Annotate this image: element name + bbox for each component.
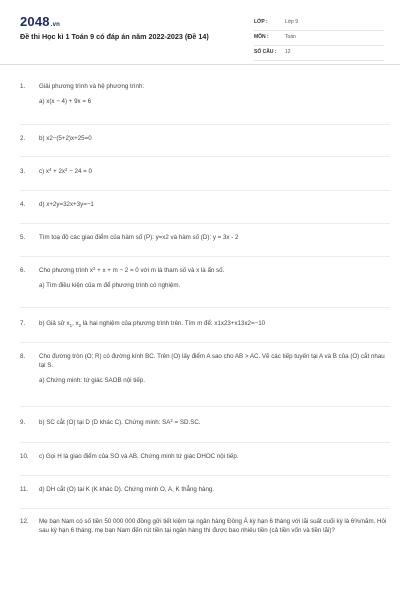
question-separator: [20, 190, 390, 191]
question-text: b) x2−(5+2)x+25=0: [39, 135, 92, 142]
question-separator: [20, 475, 390, 476]
question-separator: [20, 307, 390, 308]
question-separator: [20, 342, 390, 343]
question-text: d) DH cắt (O) tại K (K khác D). Chứng minh O, A, K thẳng hàng.: [39, 486, 215, 493]
meta-value: 12: [285, 49, 291, 55]
meta-row-subject: [254, 32, 384, 46]
question-text: [39, 319, 387, 328]
question-text: Cho đường tròn (O; R) có đường kính BC. Trên (O) lấy điểm A sao cho AB > AC. Vẽ các tiếp tuyến tại A và B của (O) cắt nhau tại S.: [39, 353, 385, 369]
exponent: 2: [92, 266, 96, 271]
meta-value: Toán: [285, 34, 296, 40]
site-logo[interactable]: [20, 14, 60, 29]
exponent: 4: [48, 167, 52, 172]
question-number: 1.: [20, 83, 26, 90]
text-part: − 24 = 0: [67, 168, 92, 175]
question-number: 12.: [20, 518, 29, 525]
meta-label: LỚP :: [254, 19, 268, 25]
question-text: Giải phương trình và hệ phương trình:: [39, 83, 145, 90]
meta-row-count: [254, 47, 384, 61]
question-text: d) x+2y=32x+3y=−1: [39, 201, 94, 208]
meta-label: SỐ CÂU :: [254, 49, 277, 55]
text-part: = SD.SC.: [172, 419, 201, 426]
question-body: [39, 82, 387, 106]
question-separator: [20, 156, 390, 157]
header-divider: [0, 64, 400, 65]
question-body: [39, 352, 387, 385]
question-number: 2.: [20, 135, 26, 142]
question-body: [39, 266, 387, 290]
question-subpart: a) Tìm điều kiện của m để phương trình có nghiệm.: [39, 282, 181, 289]
question-number: 9.: [20, 419, 26, 426]
question-subpart: a) x(x − 4) + 9x = 6: [39, 98, 92, 105]
meta-value: Lớp 9: [285, 19, 299, 25]
question-separator: [20, 256, 390, 257]
question-text: Tìm toạ độ các giao điểm của hàm số (P): y=x2 và hàm số (D): y = 3x - 2: [39, 234, 239, 241]
subscript: 2: [78, 323, 82, 329]
text-part: , x: [72, 320, 79, 327]
question-text: c) Gọi H là giao điểm của SO và AB. Chứng minh tứ giác DHOC nội tiếp.: [39, 453, 239, 460]
question-separator: [20, 406, 390, 407]
text-part: + 2x: [51, 168, 66, 175]
question-text: Mẹ bạn Nam có số tiền 50 000 000 đồng gửi tiết kiệm tại ngân hàng Đông Á kỳ hạn 6 tháng với lãi suất cuối kỳ là 6%/năm. Hỏi sau kỳ hạn 6 tháng, mẹ bạn Nam đến rút tiền tại ngân hàng thì được bao nhiêu tiền (cả tiền vốn và tiền lãi)?: [39, 518, 387, 534]
question-separator: [20, 223, 390, 224]
question-number: 8.: [20, 353, 26, 360]
question-text: [39, 266, 387, 275]
exponent: 2: [170, 418, 173, 423]
question-number: 6.: [20, 267, 26, 274]
question-number: 11.: [20, 486, 29, 493]
text-part: là hai nghiệm của phương trình trên. Tìm m để: x1x23+x13x2=−10: [81, 320, 266, 327]
text-part: b) SC cắt (O) tại D (D khác C). Chứng minh: SA: [39, 419, 171, 426]
question-number: 4.: [20, 201, 26, 208]
text-part: b) Giả sử x: [39, 320, 70, 327]
exponent: 2: [65, 167, 68, 172]
text-part: c) x: [39, 168, 49, 175]
text-part: Cho phương trình x: [39, 267, 93, 274]
text-part: + x + m − 2 = 0 với m là tham số và x là ẩn số.: [95, 267, 225, 274]
meta-row-class: [254, 17, 384, 31]
logo-suffix: .vn: [50, 22, 61, 28]
question-separator: [20, 442, 390, 443]
meta-label: MÔN :: [254, 34, 269, 40]
logo-text: 2048: [20, 14, 50, 29]
page-header: [0, 0, 400, 62]
question-separator: [20, 508, 390, 509]
question-number: 5.: [20, 234, 26, 241]
document-meta: [254, 17, 384, 62]
document-title: Đề thi Học kì 1 Toán 9 có đáp án năm 2022-2023 (Đề 14): [20, 32, 209, 41]
question-subpart: a) Chứng minh: tứ giác SAOB nội tiếp.: [39, 377, 145, 384]
question-text: [39, 167, 387, 176]
question-number: 7.: [20, 320, 26, 327]
question-separator: [20, 124, 390, 125]
question-number: 10.: [20, 453, 29, 460]
subscript: 1: [69, 323, 73, 329]
question-number: 3.: [20, 168, 26, 175]
question-text: [39, 418, 387, 427]
